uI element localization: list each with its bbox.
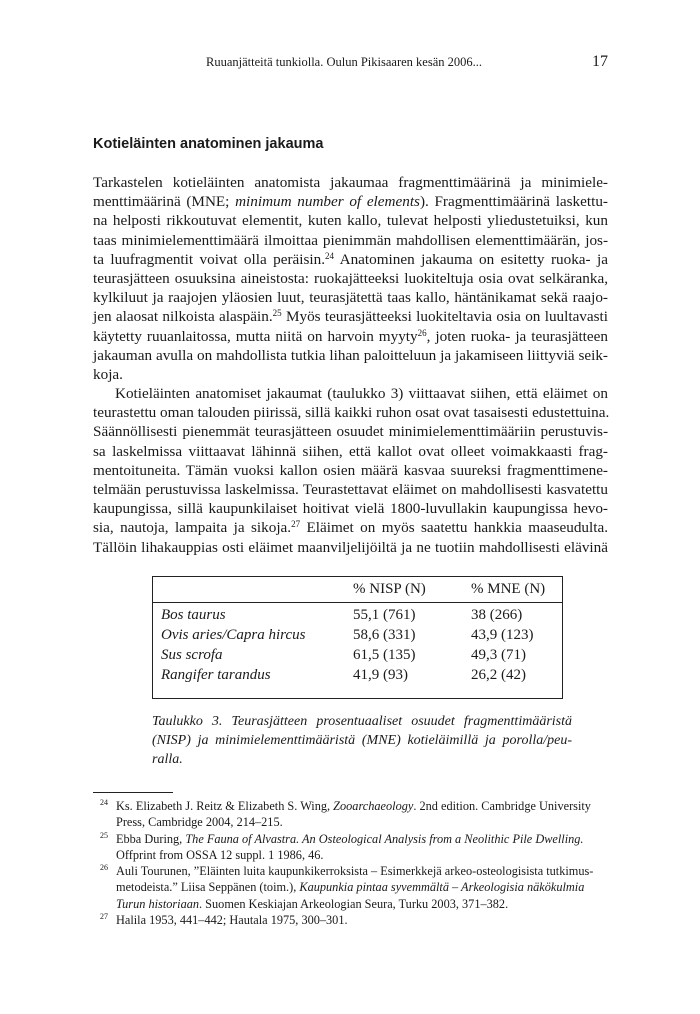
- mne-cell: 43,9 (123): [471, 627, 534, 643]
- caption-line: ralla.: [152, 752, 183, 768]
- caption-line: Taulukko 3. Teurasjätteen prosentuaaliset osuudet fragmenttimääristä: [152, 714, 572, 729]
- italic-title: Turun historiaan: [116, 896, 200, 911]
- text-span: ta luufragmentit voivat olla peräisin.: [93, 250, 326, 268]
- footnote-line: [116, 896, 610, 912]
- text-line: na helposti rikkoutuvat elementit, kuten kallo, tulevat helposti yliedustetuiksi, kun: [93, 212, 608, 230]
- text-line: [93, 250, 608, 269]
- italic-title: Kaupunkia pintaa syvemmältä – Arkeologisia näkökulmia: [299, 880, 585, 895]
- text-line: [93, 327, 608, 346]
- table-caption: [152, 712, 572, 770]
- table-row: [153, 647, 562, 667]
- text-line: sa laskelmissa viittaavat lähinnä siihen, että kallot ovat olleet voimakkaasti frag-: [93, 442, 608, 460]
- text-span: käytetty ruuanlaitossa, mutta niitä on harvoin myyty: [93, 327, 418, 345]
- mne-cell: 26,2 (42): [471, 667, 526, 683]
- text-span: ). Fragmenttimäärinä laskettu-: [419, 193, 608, 211]
- text-span: , joten ruoka- ja teurasjätteen: [426, 327, 608, 345]
- footnote-line: [116, 831, 610, 847]
- text-line: telmään perustuvissa laskelmissa. Teurastettavat eläimet on mahdollisesti kasvatettu: [93, 481, 608, 498]
- text-line: Säännöllisesti pienemmät teurasjätteen osuudet minimielementtimääriin perustuvis-: [93, 423, 608, 441]
- nisp-cell: 58,6 (331): [353, 627, 416, 643]
- species-cell: Sus scrofa: [161, 647, 223, 663]
- footnote-25: [100, 831, 610, 864]
- table-row: [153, 667, 562, 687]
- paragraph-1: [93, 173, 608, 384]
- nisp-cell: 61,5 (135): [353, 647, 416, 663]
- footnote-line: Press, Cambridge 2004, 214–215.: [116, 815, 283, 830]
- text-line: [93, 307, 608, 326]
- text-line: [93, 518, 608, 537]
- text-span: . Suomen Keskiajan Arkeologian Seura, Turku 2003, 371–382.: [199, 896, 509, 911]
- text-line: teurasjätteen osuuksina aineistosta: ruokajätteeksi luokiteltuja osia ovat selkäranka,: [93, 269, 608, 287]
- text-span: menttimäärinä (MNE;: [93, 193, 236, 211]
- text-line: kaupungissa, sillä kaupunkilaiset hoitivat vielä 1800-luvullakin kaupungissa hevo-: [93, 500, 608, 518]
- footnote-line: [116, 798, 610, 814]
- text-line: [93, 192, 608, 211]
- text-span: Ks. Elizabeth J. Reitz & Elizabeth S. Wing,: [116, 799, 334, 813]
- footnote-number: 24: [100, 798, 108, 807]
- species-cell: Ovis aries/Capra hircus: [161, 627, 306, 643]
- italic-term: minimum number of elements: [235, 193, 420, 211]
- footnote-ref-27[interactable]: 27: [291, 519, 301, 530]
- footnote-number: 25: [100, 830, 108, 840]
- running-head: [0, 54, 700, 74]
- text-span: . 2nd edition. Cambridge University: [413, 799, 591, 813]
- footnote-24: [100, 798, 610, 831]
- column-header-nisp: % NISP (N): [353, 581, 426, 597]
- text-line: Kotieläinten anatomiset jakaumat (taulukko 3) viittaavat siihen, että eläimet on: [115, 385, 608, 403]
- paragraph-2: [93, 384, 608, 557]
- text-span: Eläimet on myös saatettu hankkia maaseudulta.: [300, 519, 608, 537]
- nisp-cell: 55,1 (761): [353, 607, 416, 623]
- text-line: jakauman avulla on mahdollista tutkia lihan paloitteluun ja jakamiseen liittyviä seik-: [93, 346, 608, 364]
- text-line: teurastettu oman talouden piirissä, sillä kaikki ruhon osat ovat tasaisesti edustettuina.: [93, 404, 610, 422]
- text-span: sia, nautoja, lampaita ja sikoja.: [93, 519, 292, 537]
- italic-title: The Fauna of Alvastra. An Osteological Analysis from a Neolithic Pile Dwelling.: [185, 831, 584, 846]
- text-span: metodeista.” Liisa Seppänen (toim.),: [116, 880, 300, 895]
- species-cell: Rangifer tarandus: [161, 667, 271, 683]
- footnote-line: Auli Tourunen, ”Eläinten luita kaupunkikerroksista – Esimerkkejä arkeo-osteologisista tutkimus-: [116, 864, 594, 879]
- text-line: mentoituneita. Tämän vuoksi kallon osien määrä kasvaa suureksi fragmenttimene-: [93, 461, 608, 479]
- footnote-divider: [93, 792, 173, 793]
- table-row: [153, 607, 562, 627]
- species-cell: Bos taurus: [161, 607, 226, 623]
- footnote-ref-24[interactable]: 24: [325, 250, 335, 261]
- italic-title: Zooarchaeology: [333, 799, 414, 813]
- text-span: Ebba During,: [116, 831, 186, 846]
- footnote-26: [100, 863, 610, 912]
- page-number: 17: [592, 53, 608, 70]
- text-line: taas minimielementtimäärä ilmoittaa pienimmän mahdollisen elementtimäärän, jos-: [93, 231, 608, 249]
- footnote-ref-26[interactable]: 26: [417, 327, 427, 338]
- body-text: [93, 173, 608, 557]
- text-line: koja.: [93, 365, 123, 383]
- mne-cell: 38 (266): [471, 607, 523, 623]
- column-header-mne: % MNE (N): [471, 581, 546, 597]
- data-table: [152, 576, 563, 699]
- text-span: Anatominen jakauma on esitetty ruoka- ja: [334, 250, 609, 268]
- section-heading: Kotieläinten anatominen jakauma: [93, 136, 324, 152]
- running-title: Ruuanjätteitä tunkiolla. Oulun Pikisaaren kesän 2006...: [206, 55, 482, 69]
- footnote-line: Halila 1953, 441–442; Hautala 1975, 300–301.: [116, 913, 348, 928]
- mne-cell: 49,3 (71): [471, 647, 526, 663]
- caption-line: (NISP) ja minimielementtimääristä (MNE) kotieläimillä ja porolla/peu-: [152, 733, 572, 749]
- text-line: Tarkastelen kotieläinten anatomista jakaumaa fragmenttimäärinä ja minimiele-: [93, 174, 608, 191]
- footnotes: [100, 798, 610, 928]
- text-span: Myös teurasjätteeksi luokiteltavia osia on luultavasti: [281, 308, 608, 326]
- footnote-line: Offprint from OSSA 12 suppl. 1 1986, 46.: [116, 847, 324, 862]
- table-row: [153, 627, 562, 647]
- text-line: kylkiluut ja raajojen yläosien luut, teurasjätettä taas kallo, häntänikamat sekä raajo-: [93, 289, 608, 307]
- footnote-number: 26: [100, 863, 108, 873]
- footnote-ref-25[interactable]: 25: [272, 308, 282, 319]
- table-header: [153, 577, 562, 603]
- nisp-cell: 41,9 (93): [353, 667, 408, 683]
- footnote-number: 27: [100, 912, 108, 922]
- footnote-27: [100, 912, 610, 928]
- text-line: Tällöin lihakauppias osti eläimet maanviljelijöiltä ja ne tuotiin mahdollisesti elävinä: [93, 538, 608, 556]
- footnote-line: [116, 879, 610, 895]
- text-span: jen alaosat nilkoista alaspäin.: [93, 308, 273, 326]
